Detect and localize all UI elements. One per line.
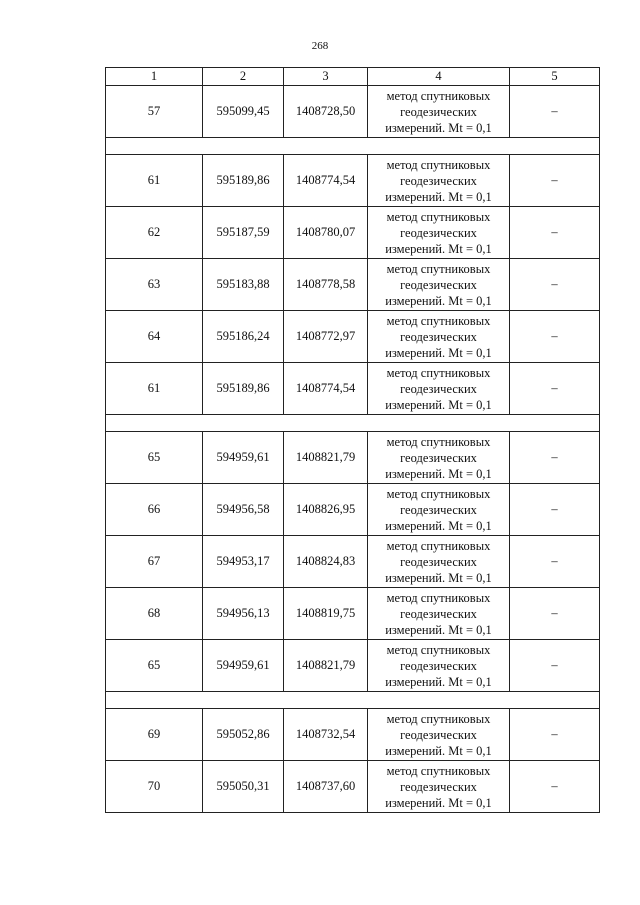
method-cell — [368, 709, 510, 761]
method-text-line: геодезических — [400, 225, 477, 240]
y-coordinate-cell: 1408728,50 — [284, 86, 368, 138]
y-coordinate-cell: 1408774,54 — [284, 363, 368, 415]
method-cell — [368, 536, 510, 588]
column-header: 2 — [203, 68, 284, 86]
y-coordinate-cell: 1408819,75 — [284, 588, 368, 640]
method-text-line: измерений. Mt = 0,1 — [385, 397, 492, 412]
method-text-line: геодезических — [400, 658, 477, 673]
method-text-line: метод спутниковых — [386, 209, 491, 224]
method-text-line: метод спутниковых — [386, 763, 491, 778]
method-text-line: геодезических — [400, 173, 477, 188]
method-cell — [368, 207, 510, 259]
column-header: 1 — [106, 68, 203, 86]
point-number-cell: 65 — [106, 432, 203, 484]
method-text-line: измерений. Mt = 0,1 — [385, 189, 492, 204]
method-cell — [368, 432, 510, 484]
note-cell: – — [510, 432, 600, 484]
y-coordinate-cell: 1408774,54 — [284, 155, 368, 207]
method-text-line: метод спутниковых — [386, 434, 491, 449]
method-text-line: измерений. Mt = 0,1 — [385, 518, 492, 533]
separator-row — [106, 415, 600, 432]
method-text-line: измерений. Mt = 0,1 — [385, 743, 492, 758]
y-coordinate-cell: 1408824,83 — [284, 536, 368, 588]
point-number-cell: 67 — [106, 536, 203, 588]
table-row — [106, 155, 600, 207]
point-number-cell: 68 — [106, 588, 203, 640]
method-text-line: метод спутниковых — [386, 486, 491, 501]
separator-row — [106, 138, 600, 155]
point-number-cell: 64 — [106, 311, 203, 363]
coordinates-table — [105, 67, 600, 813]
method-text-line: метод спутниковых — [386, 365, 491, 380]
note-cell: – — [510, 640, 600, 692]
table-row — [106, 709, 600, 761]
y-coordinate-cell: 1408826,95 — [284, 484, 368, 536]
note-cell: – — [510, 363, 600, 415]
point-number-cell: 69 — [106, 709, 203, 761]
method-text-line: геодезических — [400, 606, 477, 621]
method-text-line: измерений. Mt = 0,1 — [385, 674, 492, 689]
point-number-cell: 66 — [106, 484, 203, 536]
method-text-line: геодезических — [400, 381, 477, 396]
x-coordinate-cell: 595099,45 — [203, 86, 284, 138]
method-text-line: метод спутниковых — [386, 313, 491, 328]
column-header: 4 — [368, 68, 510, 86]
method-text-line: геодезических — [400, 104, 477, 119]
note-cell: – — [510, 709, 600, 761]
method-cell — [368, 484, 510, 536]
x-coordinate-cell: 594953,17 — [203, 536, 284, 588]
note-cell: – — [510, 259, 600, 311]
note-cell: – — [510, 761, 600, 813]
method-text-line: метод спутниковых — [386, 590, 491, 605]
note-cell: – — [510, 484, 600, 536]
note-cell: – — [510, 155, 600, 207]
method-text-line: геодезических — [400, 502, 477, 517]
x-coordinate-cell: 595189,86 — [203, 155, 284, 207]
separator-cell — [106, 692, 600, 709]
method-text-line: геодезических — [400, 277, 477, 292]
method-text-line: геодезических — [400, 329, 477, 344]
page-number: 268 — [311, 40, 329, 52]
method-text-line: метод спутниковых — [386, 261, 491, 276]
method-text-line: геодезических — [400, 450, 477, 465]
separator-cell — [106, 415, 600, 432]
method-text-line: измерений. Mt = 0,1 — [385, 120, 492, 135]
y-coordinate-cell: 1408732,54 — [284, 709, 368, 761]
table-row — [106, 640, 600, 692]
note-cell: – — [510, 588, 600, 640]
point-number-cell: 70 — [106, 761, 203, 813]
method-text-line: измерений. Mt = 0,1 — [385, 345, 492, 360]
method-text-line: геодезических — [400, 779, 477, 794]
x-coordinate-cell: 595189,86 — [203, 363, 284, 415]
method-cell — [368, 259, 510, 311]
method-cell — [368, 311, 510, 363]
method-cell — [368, 761, 510, 813]
y-coordinate-cell: 1408780,07 — [284, 207, 368, 259]
method-text-line: геодезических — [400, 554, 477, 569]
method-cell — [368, 588, 510, 640]
method-text-line: измерений. Mt = 0,1 — [385, 466, 492, 481]
point-number-cell: 61 — [106, 155, 203, 207]
table-row — [106, 259, 600, 311]
method-text-line: измерений. Mt = 0,1 — [385, 293, 492, 308]
header-row — [106, 68, 600, 86]
x-coordinate-cell: 595052,86 — [203, 709, 284, 761]
table-row — [106, 311, 600, 363]
separator-row — [106, 692, 600, 709]
method-text-line: измерений. Mt = 0,1 — [385, 622, 492, 637]
x-coordinate-cell: 594956,13 — [203, 588, 284, 640]
method-text-line: метод спутниковых — [386, 157, 491, 172]
method-text-line: измерений. Mt = 0,1 — [385, 795, 492, 810]
y-coordinate-cell: 1408778,58 — [284, 259, 368, 311]
x-coordinate-cell: 595050,31 — [203, 761, 284, 813]
table-row — [106, 484, 600, 536]
column-header: 3 — [284, 68, 368, 86]
column-header: 5 — [510, 68, 600, 86]
x-coordinate-cell: 594959,61 — [203, 640, 284, 692]
x-coordinate-cell: 595183,88 — [203, 259, 284, 311]
y-coordinate-cell: 1408737,60 — [284, 761, 368, 813]
y-coordinate-cell: 1408821,79 — [284, 640, 368, 692]
note-cell: – — [510, 536, 600, 588]
method-cell — [368, 363, 510, 415]
x-coordinate-cell: 595187,59 — [203, 207, 284, 259]
point-number-cell: 65 — [106, 640, 203, 692]
method-text-line: геодезических — [400, 727, 477, 742]
method-text-line: измерений. Mt = 0,1 — [385, 241, 492, 256]
method-cell — [368, 86, 510, 138]
y-coordinate-cell: 1408821,79 — [284, 432, 368, 484]
method-text-line: метод спутниковых — [386, 88, 491, 103]
point-number-cell: 63 — [106, 259, 203, 311]
table-row — [106, 363, 600, 415]
note-cell: – — [510, 86, 600, 138]
x-coordinate-cell: 595186,24 — [203, 311, 284, 363]
method-text-line: метод спутниковых — [386, 538, 491, 553]
method-text-line: метод спутниковых — [386, 711, 491, 726]
table-row — [106, 588, 600, 640]
table-row — [106, 86, 600, 138]
point-number-cell: 61 — [106, 363, 203, 415]
method-text-line: измерений. Mt = 0,1 — [385, 570, 492, 585]
table-body — [106, 86, 600, 813]
table-row — [106, 761, 600, 813]
note-cell: – — [510, 207, 600, 259]
point-number-cell: 62 — [106, 207, 203, 259]
table-row — [106, 536, 600, 588]
method-text-line: метод спутниковых — [386, 642, 491, 657]
note-cell: – — [510, 311, 600, 363]
x-coordinate-cell: 594959,61 — [203, 432, 284, 484]
table-row — [106, 207, 600, 259]
method-cell — [368, 155, 510, 207]
table-row — [106, 432, 600, 484]
x-coordinate-cell: 594956,58 — [203, 484, 284, 536]
point-number-cell: 57 — [106, 86, 203, 138]
method-cell — [368, 640, 510, 692]
separator-cell — [106, 138, 600, 155]
y-coordinate-cell: 1408772,97 — [284, 311, 368, 363]
